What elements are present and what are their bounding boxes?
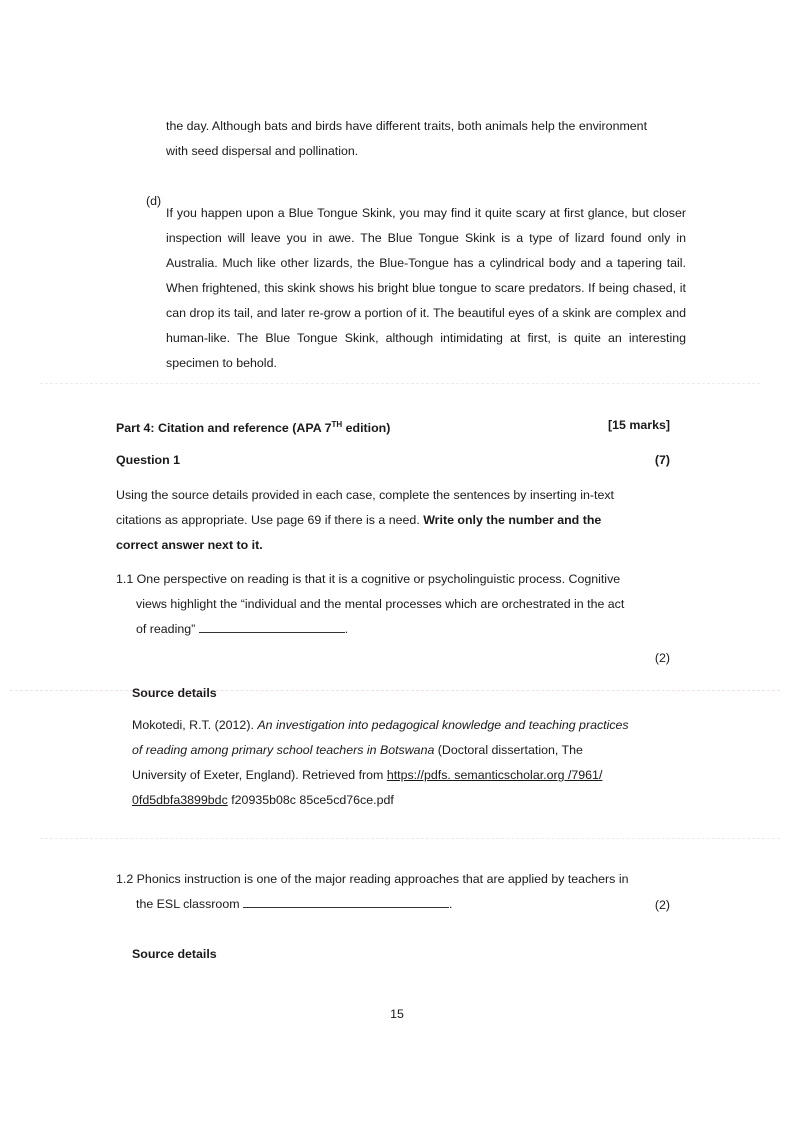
continuation-line-1: the day. Although bats and birds have different traits, both animals help the environment: [166, 119, 648, 133]
item-d-label: (d): [146, 194, 162, 208]
citation-blank[interactable]: [243, 894, 449, 908]
continuation-line-2: with seed dispersal and pollination.: [166, 144, 359, 158]
q11-line-1: 1.1 One perspective on reading is that it is a cognitive or psycholinguistic process. Cognitive: [116, 572, 621, 586]
question1-marks: (7): [654, 453, 670, 467]
q12-line-2: the ESL classroom .: [116, 892, 676, 917]
q12-source-label: Source details: [132, 947, 217, 961]
part4-title: Part 4: Citation and reference (APA 7TH edition): [116, 420, 391, 436]
part4-marks: [15 marks]: [608, 418, 670, 432]
source-url-rest: f20935b08c 85ce5cd76ce.pdf: [227, 793, 394, 807]
q11-source-label: Source details: [132, 686, 217, 700]
scan-artifact-line: [10, 690, 780, 691]
source-author: Mokotedi, R.T. (2012).: [132, 718, 258, 732]
scan-artifact-line: [40, 383, 760, 384]
q11-line-3: of reading” .: [116, 617, 676, 642]
question1-instructions: [116, 483, 676, 558]
scan-artifact-line: [40, 838, 780, 839]
question1-heading: [116, 450, 670, 470]
citation-blank[interactable]: [199, 619, 345, 633]
part4-heading: [116, 415, 670, 435]
question-1-1: [116, 567, 676, 642]
instructions-text: Using the source details provided in each case, complete the sentences by inserting in-text citations as appropriate. Use page 69 if there is a need.: [116, 488, 614, 527]
q12-marks: (2): [654, 898, 670, 912]
source-title: An investigation into pedagogical knowledge and teaching practices of reading among primary school teachers in Botswana: [132, 718, 629, 757]
continuation-paragraph: [166, 114, 686, 164]
item-d-text: If you happen upon a Blue Tongue Skink, you may find it quite scary at first glance, but closer inspection will leave you in awe. The Blue Tongue Skink is a type of lizard found only in Australia. Much like other lizards, the Blue-Tongue has a cylindrical body and a tapering tail. When frightened, this skink shows his bright blue tongue to scare predators. If being chased, it can drop its tail, and later re-grow a portion of it. The beautiful eyes of a skink are complex and human-like. The Blue Tongue Skink, although intimidating at first, is quite an interesting specimen to behold.: [166, 206, 686, 371]
source-url-link[interactable]: https://pdfs. semanticscholar.org /7961/ 0fd5dbfa3899bdc: [132, 768, 603, 807]
instructions-bold: Write only the number and the correct answer next to it.: [116, 513, 602, 552]
q11-line-2: views highlight the “individual and the mental processes which are orchestrated in the act: [136, 597, 625, 611]
page-number: 15: [390, 1007, 404, 1021]
q11-source-details: [132, 713, 692, 813]
question1-label: Question 1: [116, 453, 181, 467]
q11-marks: (2): [654, 651, 670, 665]
source-rest: (Doctoral dissertation, The University of Exeter, England). Retrieved from: [132, 743, 583, 782]
q12-line-1: 1.2 Phonics instruction is one of the major reading approaches that are applied by teachers in: [116, 872, 629, 886]
question-1-2: [116, 867, 676, 917]
